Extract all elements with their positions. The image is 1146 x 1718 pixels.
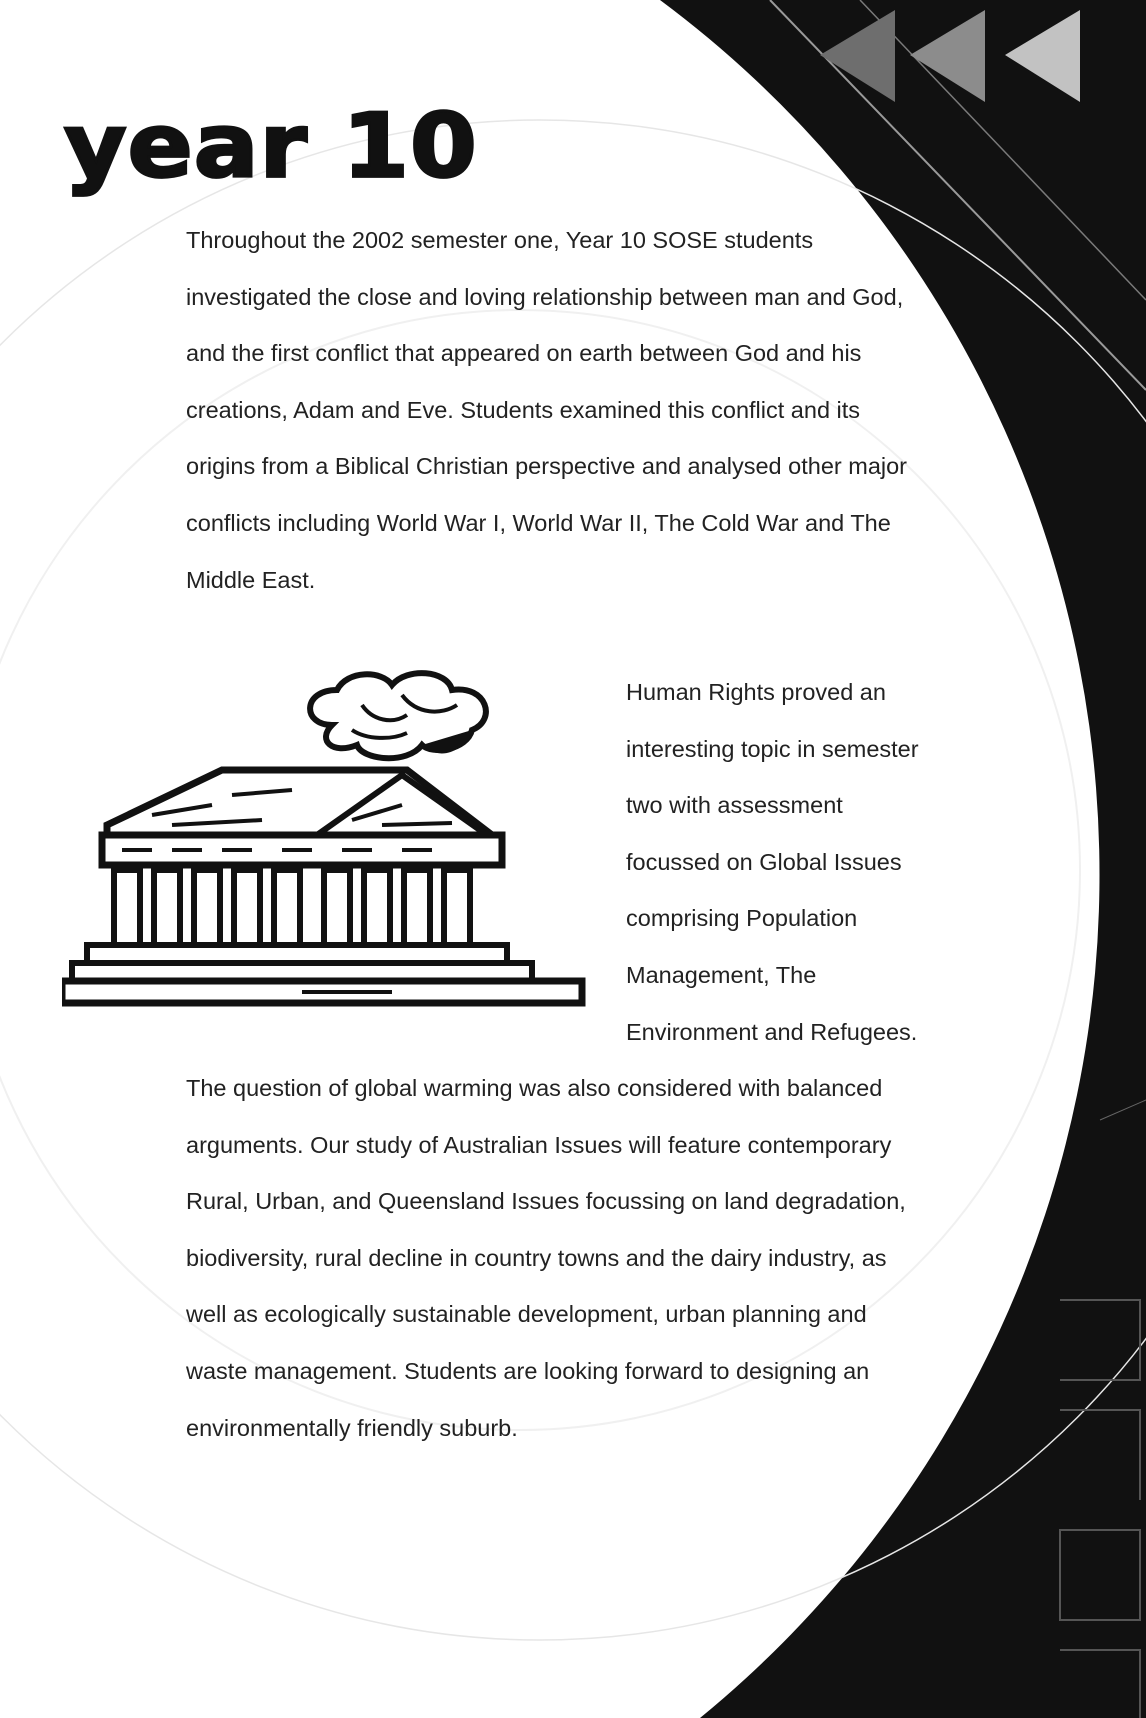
- global-warming-paragraph: The question of global warming was also considered with balanced arguments. Our study of Australian Issues will feature contemporary Rural, Urban, and Queensland Issues focussing on land degradation, biodiversity, rural decline in country towns and the dairy industry, as well as ecologically sustainable development, urban planning and waste management. Students are looking forward to designing an environmentally friendly suburb.: [186, 1075, 906, 1441]
- cloud-icon: [310, 673, 486, 758]
- intro-paragraph: Throughout the 2002 semester one, Year 10 SOSE students investigated the close and loving relationship between man and God, and the first conflict that appeared on earth between God and his creations, Adam and Eve. Students examined this conflict and its origins from a Biblical Christian perspective and analysed other major conflicts including World War I, World War II, The Cold War and The Middle East.: [186, 227, 908, 593]
- greek-temple-icon: [62, 665, 592, 1025]
- human-rights-paragraph: Human Rights proved an interesting topic in semester two with assessment focussed on Global Issues comprising Population Management, The Environment and Refugees.: [626, 679, 919, 1045]
- page-title: year 10: [64, 94, 478, 198]
